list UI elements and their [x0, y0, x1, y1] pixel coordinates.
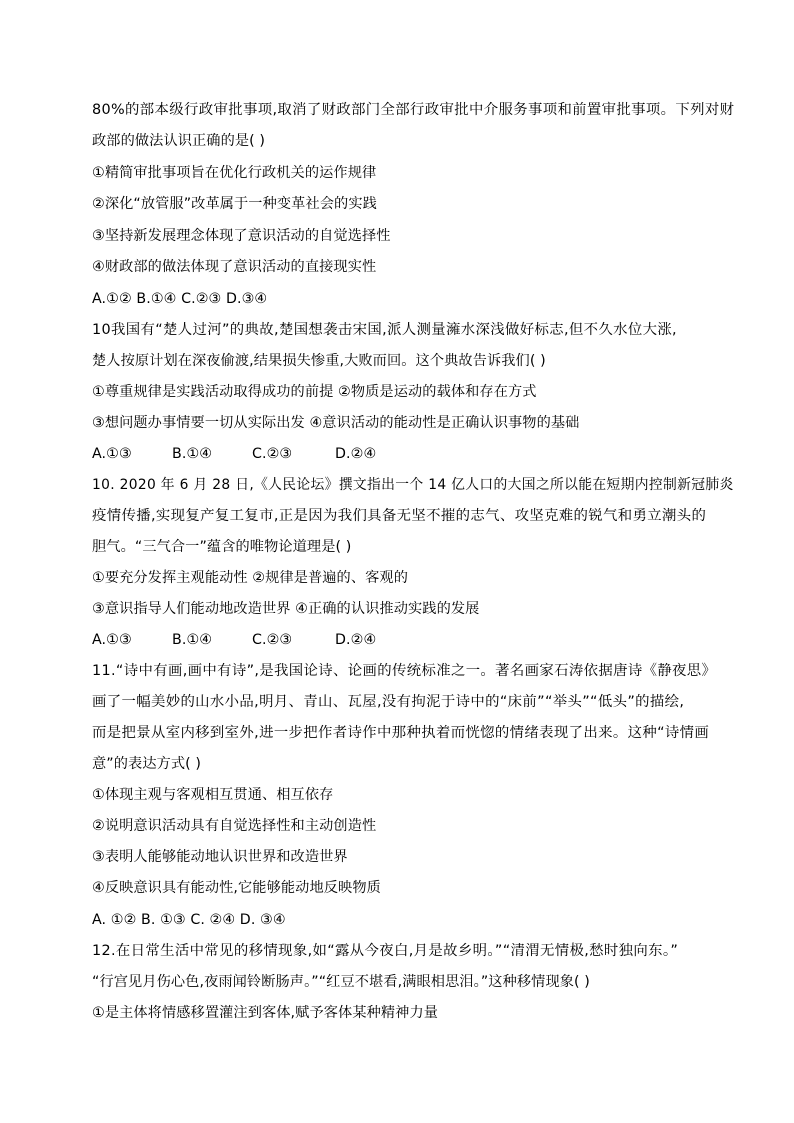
q10b-options-row-1: ①要充分发挥主观能动性 ②规律是普遍的、客观的: [92, 570, 408, 586]
q10a-answer-choices: [92, 444, 376, 464]
q11-stem-line-1: 11.“诗中有画,画中有诗”,是我国论诗、论画的传统标准之一。著名画家石涛依据唐诗《静夜思》: [92, 663, 717, 679]
q9-option-3: ③坚持新发展理念体现了意识活动的自觉选择性: [92, 228, 391, 244]
q10b-answer-choices: [92, 630, 376, 650]
q11-option-1: ①体现主观与客观相互贯通、相互依存: [92, 787, 334, 803]
q10a-options-row-1: ①尊重规律是实践活动取得成功的前提 ②物质是运动的载体和存在方式: [92, 384, 537, 400]
q9-answer-choices: A.①② B.①④ C.②③ D.③④: [92, 291, 268, 307]
q10a-choice-b: B.①④: [172, 446, 213, 462]
q11-answer-choices: A. ①② B. ①③ C. ②④ D. ③④: [92, 912, 286, 928]
q10b-stem-line-1: 10. 2020 年 6 月 28 日,《人民论坛》撰文指出一个 14 亿人口的大国之所以能在短期内控制新冠肺炎: [92, 477, 734, 493]
q10b-choice-c: C.②③: [252, 632, 293, 648]
q9-stem-line-2: 政部的做法认识正确的是( ): [92, 133, 266, 149]
q11-option-2: ②说明意识活动具有自觉选择性和主动创造性: [92, 818, 377, 834]
q9-option-1: ①精简审批事项旨在优化行政机关的运作规律: [92, 165, 377, 181]
q10a-options-row-2: ③想问题办事情要一切从实际出发 ④意识活动的能动性是正确认识事物的基础: [92, 415, 580, 431]
q11-stem-line-4: 意”的表达方式( ): [92, 756, 202, 772]
q12-option-1: ①是主体将情感移置灌注到客体,赋予客体某种精神力量: [92, 1005, 439, 1021]
q11-stem-line-2: 画了一幅美妙的山水小品,明月、青山、瓦屋,没有拘泥于诗中的“床前”“举头”“低头”的描绘,: [92, 694, 685, 710]
q10b-choice-a: A.①③: [92, 632, 132, 648]
q12-stem-line-2: “行宫见月伤心色,夜雨闻铃断肠声。”“红豆不堪看,满眼相思泪。”这种移情现象( ): [92, 974, 590, 990]
q10a-choice-c: C.②③: [252, 446, 293, 462]
q10b-stem-line-2: 疫情传播,实现复产复工复市,正是因为我们具备无坚不摧的志气、攻坚克难的锐气和勇立潮头的: [92, 508, 707, 524]
q12-stem-line-1: 12.在日常生活中常见的移情现象,如“露从今夜白,月是故乡明。”“清渭无情极,愁时独向东。”: [92, 943, 679, 959]
q10b-choice-d: D.②④: [335, 632, 377, 648]
q10a-stem-line-2: 楚人按原计划在深夜偷渡,结果损失惨重,大败而回。这个典故告诉我们( ): [92, 353, 546, 369]
q9-option-2: ②深化“放管服”改革属于一种变革社会的实践: [92, 196, 377, 212]
q10a-stem-line-1: 10我国有“楚人过河”的典故,楚国想袭击宋国,派人测量澭水深浅做好标志,但不久水位大涨,: [92, 322, 677, 338]
q10b-choice-b: B.①④: [172, 632, 213, 648]
q9-option-4: ④财政部的做法体现了意识活动的直接现实性: [92, 259, 377, 275]
q10a-choice-a: A.①③: [92, 446, 132, 462]
q10b-stem-line-3: 胆气。“三气合一”蕴含的唯物论道理是( ): [92, 539, 352, 555]
q11-option-4: ④反映意识具有能动性,它能够能动地反映物质: [92, 880, 381, 896]
q9-stem-line-1: 80%的部本级行政审批事项,取消了财政部门全部行政审批中介服务事项和前置审批事项。下列对财: [92, 102, 735, 118]
q11-stem-line-3: 而是把景从室内移到室外,进一步把作者诗作中那种执着而恍惚的情绪表现了出来。这种“诗情画: [92, 725, 710, 741]
q11-option-3: ③表明人能够能动地认识世界和改造世界: [92, 849, 348, 865]
q10b-options-row-2: ③意识指导人们能动地改造世界 ④正确的认识推动实践的发展: [92, 601, 480, 617]
q10a-choice-d: D.②④: [335, 446, 377, 462]
